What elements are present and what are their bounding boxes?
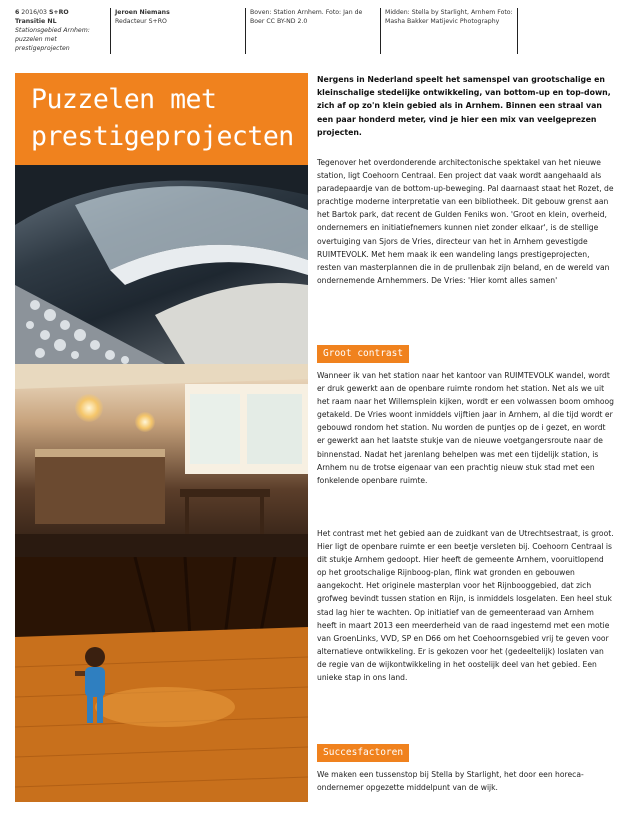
article-title: Puzzelen met prestigeprojecten (31, 84, 294, 152)
folio (15, 8, 105, 53)
section-name: Transitie NL (15, 18, 57, 25)
child-photo (15, 557, 308, 802)
paragraph-4: We maken een tussenstop bij Stella by Starlight, het door een horeca-ondernemer opgezette middelpunt van de wijk. (317, 770, 584, 793)
subsection-name: Stationsgebied Arnhem: puzzelen met prestigeprojecten (15, 27, 90, 52)
author-name: Jeroen Niemans (115, 9, 170, 16)
header-divider (517, 8, 518, 54)
header-divider (245, 8, 246, 54)
credit-top: Boven: Station Arnhem. Foto: Jan de Boer CC BY-ND 2.0 (250, 9, 363, 25)
cafe-illustration (15, 364, 308, 557)
paragraph-3: Het contrast met het gebied aan de zuidkant van de Utrechtsestraat, is groot. Hier ligt de openbare ruimte er een beetje versleten bij. Coehoorn Centraal is dit stukje Arnhem gedoopt. Hier heeft de gemeente Arnhem, vooruitlopend op het grootschalige Rijnboog-plan, flink wat gronden en gebouwen aangekocht. Het originele masterplan voor het Rijnbooggebied, dat zich grofweg bevindt tussen station en Rijn, is inmiddels losgelaten. Een heel stuk stad lag hier te wachten. Op initiatief van de gemeenteraad van Arnhem heeft in maart 2013 een meerderheid van de raad ingestemd met een motie van GroenLinks, VVD, SP en D66 om het Coehoornsgebied vrij te geven voor alternatieve ontwikkeling. Er is gekozen voor het (gedeeltelijk) loslaten van de regie van de wijkontwikkeling in het oostelijk deel van het gebied. Een unieke stap in ons land. (317, 529, 614, 683)
cafe-photo (15, 364, 308, 557)
magazine-name: S+RO (48, 9, 69, 16)
lamp-glow (135, 412, 155, 432)
page-number: 6 (15, 9, 20, 16)
lamp-glow (75, 394, 103, 422)
author-role: Redacteur S+RO (115, 18, 167, 25)
paragraph-1: Tegenover het overdonderende architectonische spektakel van het nieuwe station, ligt Coehoorn Centraal. Een project dat vaak wordt aangehaald als paradepaardje van de bottom-up-beweging. Pal daarnaast staat het Rozet, de prachtige moderne interpretatie van een bibliotheek. Dit gebouw grenst aan het Bartok park, dat recent de Gulden Feniks won. 'Groot en klein, overheid, ondernemers en initiatiefnemers kunnen niet zonder elkaar', is de stellige overtuiging van Sjors de Vries, directeur van het in Arnhem gevestigde RUIMTEVOLK. Met hem maak ik een wandeling langs prestigeprojecten, resten van masterplannen die in de prullenbak zijn beland, en de wereld van ondernemende Arnhemmers. De Vries: 'Hier komt alles samen' (317, 158, 614, 285)
credit-middle: Midden: Stella by Starlight, Arnhem Foto: Masha Bakker Matijevic Photography (385, 9, 513, 25)
child-illustration (15, 557, 308, 802)
article-lead: Nergens in Nederland speelt het samenspel van grootschalige en kleinschalige stedelijke ontwikkeling, van bottom-up en top-down, zich af op zo'n klein gebied als in Arnhem. Binnen een straal van een paar honderd meter, vind je hier een mix van veelgeprezen projecten. (317, 75, 611, 137)
station-illustration (15, 165, 308, 364)
issue: 2016/03 (21, 9, 47, 16)
subhead-succesfactoren: Succesfactoren (317, 744, 409, 762)
header-divider (380, 8, 381, 54)
subhead-groot-contrast: Groot contrast (317, 345, 409, 363)
station-photo (15, 165, 308, 364)
title-box (15, 73, 308, 165)
header-divider (110, 8, 111, 54)
author-block (115, 8, 240, 26)
paragraph-2: Wanneer ik van het station naar het kantoor van RUIMTEVOLK wandel, wordt er druk gewerkt aan de openbare ruimte rondom het station. Net als we uit het raam naar het Willemsplein kijken, wordt er een volwassen boom omhoog getakeld. De Vries woont inmiddels vijftien jaar in Arnhem, al die tijd wordt er gebouwd rondom het station. Nu worden de puntjes op de i gezet, en wordt er gewerkt aan het laatste stukje van de nieuwe voetgangersroute naar de binnenstad. Nadat het jarenlang behelpen was met een tijdelijk station, is Arnhem nu de trotse eigenaar van een prachtig nieuw stuk stad met een fonkelende openbare ruimte. (317, 371, 614, 485)
